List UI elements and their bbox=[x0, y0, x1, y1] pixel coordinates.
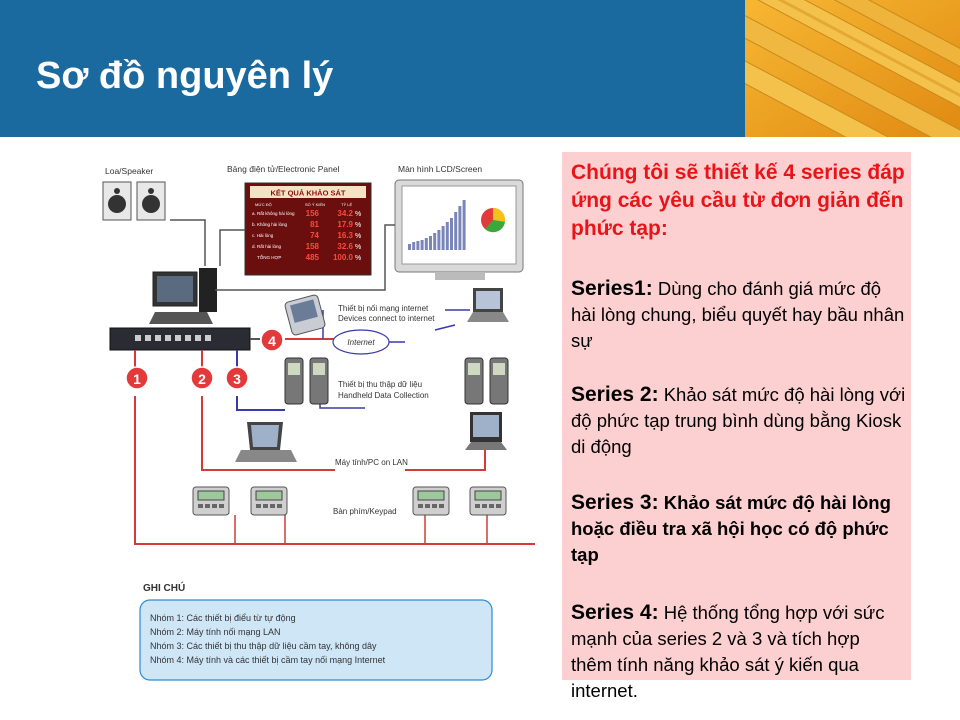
panel-header-level: MỨC ĐỘ bbox=[255, 202, 272, 207]
panel-total-unit: % bbox=[355, 255, 362, 262]
keypad-key bbox=[277, 504, 282, 508]
keypad-key bbox=[263, 504, 268, 508]
slide-title: Sơ đồ nguyên lý bbox=[36, 55, 334, 97]
series-1-label: Series1: bbox=[571, 277, 653, 300]
keypad-screen bbox=[418, 491, 444, 500]
hub-port bbox=[205, 335, 211, 341]
lcd-bar bbox=[412, 242, 415, 250]
lcd-screen bbox=[395, 180, 523, 280]
lcd-bar bbox=[446, 222, 449, 250]
panel-row-label: b. Không hài lòng bbox=[252, 222, 288, 227]
badge-1 bbox=[126, 367, 148, 389]
series-1-text: Dùng cho đánh giá mức độ hài lòng chung, biểu quyết hay bầu nhân sự bbox=[571, 278, 905, 351]
laptop-icon bbox=[467, 288, 509, 322]
keypad-key bbox=[475, 504, 480, 508]
series-1-description bbox=[571, 276, 906, 354]
lcd-bar bbox=[458, 206, 461, 250]
series-2-label: Series 2: bbox=[571, 383, 659, 406]
panel-row-count: 156 bbox=[305, 209, 319, 218]
panel-row-label: a. Rất không hài lòng bbox=[252, 211, 295, 216]
internet-cloud bbox=[333, 330, 389, 354]
series-4-description bbox=[571, 600, 906, 704]
internet-devices-label-vi: Thiết bị nối mạng internet bbox=[338, 304, 429, 313]
keypad-key bbox=[198, 504, 203, 508]
legend-item-3: Nhóm 3: Các thiết bị thu thập dữ liệu cầm tay, không dây bbox=[150, 641, 377, 651]
computer-icon bbox=[149, 268, 217, 324]
hub-port bbox=[185, 335, 191, 341]
electronic-panel bbox=[245, 183, 371, 275]
legend-box bbox=[140, 600, 492, 680]
hub-port bbox=[165, 335, 171, 341]
lcd-bar bbox=[421, 240, 424, 250]
badge-4 bbox=[261, 329, 283, 351]
panel-total-count: 485 bbox=[305, 253, 319, 262]
svg-text:3: 3 bbox=[233, 371, 241, 387]
svg-text:4: 4 bbox=[268, 333, 276, 349]
keypad-key bbox=[212, 504, 217, 508]
series-4-text: Hệ thống tổng hợp với sức mạnh của series 2 và 3 và tích hợp thêm tính năng khảo sát ý kiến qua internet. bbox=[571, 602, 885, 701]
panel-row-unit: % bbox=[355, 233, 362, 240]
hub-port bbox=[195, 335, 201, 341]
keypad-label: Bàn phím/Keypad bbox=[333, 507, 397, 516]
panel-row-label: c. Hài lòng bbox=[252, 233, 274, 238]
pc-lan-label: Máy tính/PC on LAN bbox=[335, 458, 408, 467]
lcd-bar bbox=[416, 241, 419, 250]
hub-port bbox=[175, 335, 181, 341]
lcd-bar bbox=[437, 230, 440, 250]
series-3-description bbox=[571, 490, 906, 568]
hub-port bbox=[135, 335, 141, 341]
lan-laptop-icon bbox=[235, 422, 297, 462]
speaker-label: Loa/Speaker bbox=[105, 166, 154, 176]
lcd-bar bbox=[429, 236, 432, 250]
pda-icon bbox=[284, 294, 326, 336]
handheld-label-vi: Thiết bị thu thập dữ liệu bbox=[338, 380, 423, 389]
series-description-panel bbox=[562, 152, 911, 701]
lcd-bar bbox=[433, 233, 436, 250]
keypad-key bbox=[425, 504, 430, 508]
keypad-key bbox=[219, 504, 224, 508]
badge-2 bbox=[191, 367, 213, 389]
keypad-key bbox=[270, 504, 275, 508]
lcd-bar bbox=[442, 226, 445, 250]
panel-row-count: 81 bbox=[310, 220, 319, 229]
keypad-screen bbox=[475, 491, 501, 500]
panel-total-pct: 100.0 bbox=[332, 253, 353, 262]
panel-row-label: d. Rất hài lòng bbox=[252, 244, 282, 249]
lcd-bar bbox=[454, 212, 457, 250]
speaker-icon bbox=[103, 182, 165, 220]
series-2-description bbox=[571, 382, 906, 460]
pencils-image bbox=[745, 0, 960, 137]
lcd-bar bbox=[450, 218, 453, 250]
intro-text: Chúng tôi sẽ thiết kế 4 series đáp ứng các yêu cầu từ đơn giản đến phức tạp: bbox=[571, 161, 905, 240]
series-3-label: Series 3: bbox=[571, 491, 659, 514]
series-3-text: Khảo sát mức độ hài lòng hoặc điều tra xã hội học có độ phức tạp bbox=[571, 492, 891, 565]
legend-item-2: Nhóm 2: Máy tính nối mạng LAN bbox=[150, 627, 281, 637]
panel-header-count: SỐ Ý KIẾN bbox=[305, 202, 326, 207]
series-2-text: Khảo sát mức độ hài lòng với độ phức tạp trung bình dùng bằng Kiosk di động bbox=[571, 384, 906, 457]
panel-label: Bảng điện tử/Electronic Panel bbox=[227, 164, 340, 174]
lcd-label: Màn hình LCD/Screen bbox=[398, 164, 483, 174]
system-diagram bbox=[95, 150, 555, 690]
panel-board-title: KẾT QUẢ KHẢO SÁT bbox=[270, 188, 346, 198]
legend-item-4: Nhóm 4: Máy tính và các thiết bị cầm tay nối mạng Internet bbox=[150, 655, 386, 665]
internet-devices-label-en: Devices connect to internet bbox=[338, 314, 435, 323]
panel-row-pct: 16.3 bbox=[337, 231, 353, 240]
badge-3 bbox=[226, 367, 248, 389]
keypad-key bbox=[482, 504, 487, 508]
keypad-key bbox=[418, 504, 423, 508]
legend-title: GHI CHÚ bbox=[143, 583, 186, 594]
panel-row-pct: 17.9 bbox=[337, 220, 353, 229]
keypad-screen bbox=[198, 491, 224, 500]
panel-row-pct: 32.6 bbox=[337, 242, 353, 251]
panel-header-pct: TỶ LỆ bbox=[341, 202, 353, 207]
keypad-key bbox=[439, 504, 444, 508]
svg-text:2: 2 bbox=[198, 371, 206, 387]
keypad-key bbox=[205, 504, 210, 508]
svg-text:Internet: Internet bbox=[347, 338, 375, 347]
panel-row-unit: % bbox=[355, 222, 362, 229]
series-4-label: Series 4: bbox=[571, 601, 659, 624]
keypad-key bbox=[432, 504, 437, 508]
network-hub bbox=[110, 328, 250, 350]
legend-item-1: Nhóm 1: Các thiết bị điểu từ tự động bbox=[150, 613, 296, 623]
svg-text:1: 1 bbox=[133, 371, 141, 387]
keypad-screen bbox=[256, 491, 282, 500]
lcd-bar bbox=[425, 238, 428, 250]
handheld-label-en: Handheld Data Collection bbox=[338, 391, 429, 400]
panel-row-unit: % bbox=[355, 244, 362, 251]
panel-row-pct: 34.2 bbox=[337, 209, 353, 218]
panel-total-label: TỔNG HỢP bbox=[257, 255, 282, 260]
lcd-bar bbox=[408, 244, 411, 250]
keypad-key bbox=[256, 504, 261, 508]
hub-port bbox=[155, 335, 161, 341]
hub-port bbox=[145, 335, 151, 341]
panel-row-unit: % bbox=[355, 211, 362, 218]
panel-row-count: 158 bbox=[305, 242, 319, 251]
keypad-key bbox=[489, 504, 494, 508]
panel-row-count: 74 bbox=[310, 231, 319, 240]
lcd-bar bbox=[463, 200, 466, 250]
lan-monitor-icon bbox=[465, 412, 507, 450]
title-bar bbox=[0, 0, 960, 137]
keypad-key bbox=[496, 504, 501, 508]
